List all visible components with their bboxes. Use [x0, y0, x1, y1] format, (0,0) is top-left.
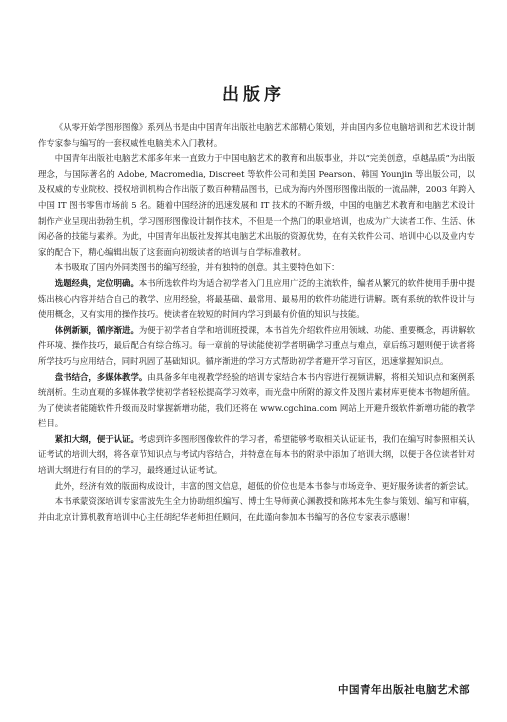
paragraph-text: 《从零开始学图形图像》系列丛书是由中国青年出版社电脑艺术部精心策划，并由国内多位电脑培训和艺术设计制作专家参与编写的一套权威性电脑美术入门教材。	[38, 122, 475, 148]
paragraph	[38, 120, 475, 151]
paragraph	[38, 323, 475, 370]
paragraph-lead: 体例新颖，循序渐进。	[54, 324, 139, 335]
paragraph-lead: 选题经典，定位明确。	[54, 277, 139, 288]
paragraph-text: 本书吸取了国内外同类图书的编写经验，并有独特的创意。其主要特色如下：	[54, 262, 340, 273]
paragraph	[38, 276, 475, 323]
paragraph-text: 本书所选软件均为适合初学者入门且应用广泛的主流软件，编者从繁冗的软件使用手册中提炼出核心内容并结合自己的教学、应用经验，将最基础、最常用、最易用的软件功能进行讲解。既有系统的软件设计与使用概念，又有实用的操作技巧。使读者在较短的时间内学习到最有价值的知识与技能。	[38, 277, 475, 320]
publisher-signature: 中国青年出版社电脑艺术部	[338, 684, 470, 696]
paragraph-text: 本书承蒙资深培训专家雷波先生全力协助组织编写、博士生导师黄心渊教授和陈邦本先生参与策划、编写和审稿，并由北京计算机教育培训中心主任胡纪华老师担任顾问，在此谨向参加本书编写的各位专家表示感谢！	[38, 496, 475, 522]
preface-body	[38, 120, 475, 525]
paragraph	[38, 494, 475, 525]
paragraph	[38, 151, 475, 260]
paragraph	[38, 370, 475, 432]
paragraph-text: 此外，经济有效的版面构成设计，丰富的图文信息，超低的价位也是本书参与市场竞争、更好服务读者的新尝试。	[54, 480, 474, 491]
paragraph-text: 由具备多年电视教学经验的培训专家结合本书内容进行视频讲解，将相关知识点和案例系统剖析。生动直观的多媒体教学使初学者轻松提高学习效率，而光盘中所附的源文件及图片素材库更使本书物超所值。为了使读者能随软件升级而及时掌握新增功能，我们还将在 www.cgchina.com 网站上开避升级软件新增功能的教学栏目。	[38, 371, 475, 429]
page-title: 出版序	[222, 85, 285, 105]
paragraph	[38, 479, 475, 495]
paragraph-lead: 紧扣大纲，便于认证。	[54, 433, 139, 444]
paragraph-text: 为便于初学者自学和培训班授课，本书首先介绍软件应用领域、功能、重要概念，再讲解软件环境、操作技巧，最后配合有综合练习。每一章前的导读能使初学者明确学习重点与难点，章后练习题则便于读者将所学技巧与应用结合，同时巩固了基础知识。循序渐进的学习方式帮助初学者避开学习盲区，迅速掌握知识点。	[38, 324, 475, 366]
paragraph-text: 考虑到许多图形图像软件的学习者，希望能够考取相关认证证书，我们在编写时参照相关认证考试的培训大纲，将各章节知识点与考试内容结合，并特意在每本书的附录中添加了培训大纲，以便于各位读者针对培训大纲进行有目的的学习，最终通过认证考试。	[38, 433, 475, 476]
paragraph-text: 中国青年出版社电脑艺术部多年来一直致力于中国电脑艺术的教育和出版事业，并以“完美创意，卓越品质”为出版理念，与国际著名的 Adobe, Macromedia, Discreet 等软件公司和美国 Pearson、韩国 Younjin 等出版公司，以及权威的专业院校、授权培训机构合作出版了数百种精品图书，已成为海内外图形图像出版的一流品牌，2003 年跨入中国 IT 图书零售市场前 5 名。随着中国经济的迅速发展和 IT 技术的不断升级，中国的电脑艺术教育和电脑艺术设计制作产业呈现出勃勃生机，学习图形图像设计制作技术，不但是一个热门的职业培训，也成为广大读者工作、生活、休闲必备的技能与素养。为此，中国青年出版社发挥其电脑艺术出版的资源优势，在有关软件公司、培训中心以及业内专家的配合下，精心编辑出版了这套面向初级读者的培训与自学标准教材。	[38, 153, 475, 257]
paragraph	[38, 260, 475, 276]
paragraph	[38, 432, 475, 479]
paragraph-lead: 盘书结合，多媒体教学。	[54, 371, 148, 382]
